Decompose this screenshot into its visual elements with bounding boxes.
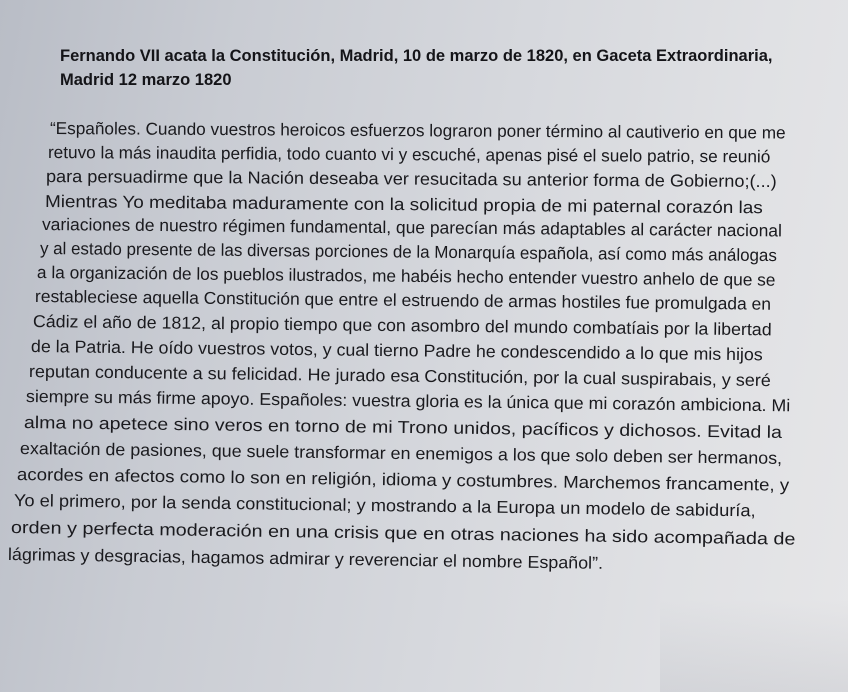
title-line-2: Madrid 12 marzo 1820 xyxy=(60,71,232,89)
paper-shadow xyxy=(660,600,848,692)
quote-line: alma no apetece sino veros en torno de mi Trono unidos, pacíficos y dichosos. Evitad la xyxy=(23,412,783,442)
title-line-1: Fernando VII acata la Constitución, Madrid, 10 de marzo de 1820, en Gaceta Extraordinaria, xyxy=(60,47,773,65)
quote-line: para persuadirme que la Nación deseaba ver resucitada su anterior forma de Gobierno;(...) xyxy=(45,166,777,192)
quote-line: reputan conducente a su felicidad. He jurado esa Constitución, por la cual suspirabais, y seré xyxy=(28,361,771,391)
quote-line: lágrimas y desgracias, hagamos admirar y reverenciar el nombre Español”. xyxy=(7,544,604,573)
quote-line: retuvo la más inaudita perfidia, todo cuanto vi y escuché, apenas pisé el suelo patrio, se reunió xyxy=(47,142,771,167)
quote-line: restableciese aquella Constitución que entre el estruendo de armas hostiles fue promulgada en xyxy=(34,286,772,314)
quote-line: siempre su más firme apoyo. Españoles: vuestra gloria es la única que mi corazón ambiciona. Mi xyxy=(25,386,791,416)
quote-line: Cádiz el año de 1812, al propio tiempo que con asombro del mundo combatíais por la libertad xyxy=(32,311,772,340)
quote-line: de la Patria. He oído vuestros votos, y cual tierno Padre he condescendido a lo que mis hijos xyxy=(30,336,763,365)
quote-line: y al estado presente de las diversas porciones de la Monarquía española, así como más análogas xyxy=(39,238,777,266)
quote-line: orden y perfecta moderación en una crisis que en otras naciones ha sido acompañada de xyxy=(10,517,796,549)
quote-line: Mientras Yo meditaba maduramente con la solicitud propia de mi paternal corazón las xyxy=(44,191,763,218)
quote-line: “Españoles. Cuando vuestros heroicos esfuerzos lograron poner término al cautiverio en que me xyxy=(49,118,786,143)
quote-line: Yo el primero, por la senda constitucional; y mostrando a la Europa un modelo de sabiduría, xyxy=(13,490,756,521)
quote-line: acordes en afectos como lo son en religión, idioma y costumbres. Marchemos francamente, y xyxy=(16,464,790,495)
quote-line: a la organización de los pueblos ilustrados, me habéis hecho entender vuestro anhelo de que se xyxy=(36,262,776,290)
quote-line: exaltación de pasiones, que suele transformar en enemigos a los que solo deben ser hermanos, xyxy=(19,438,783,468)
quote-line: variaciones de nuestro régimen fundamental, que parecían más adaptables al carácter nacional xyxy=(41,214,783,241)
